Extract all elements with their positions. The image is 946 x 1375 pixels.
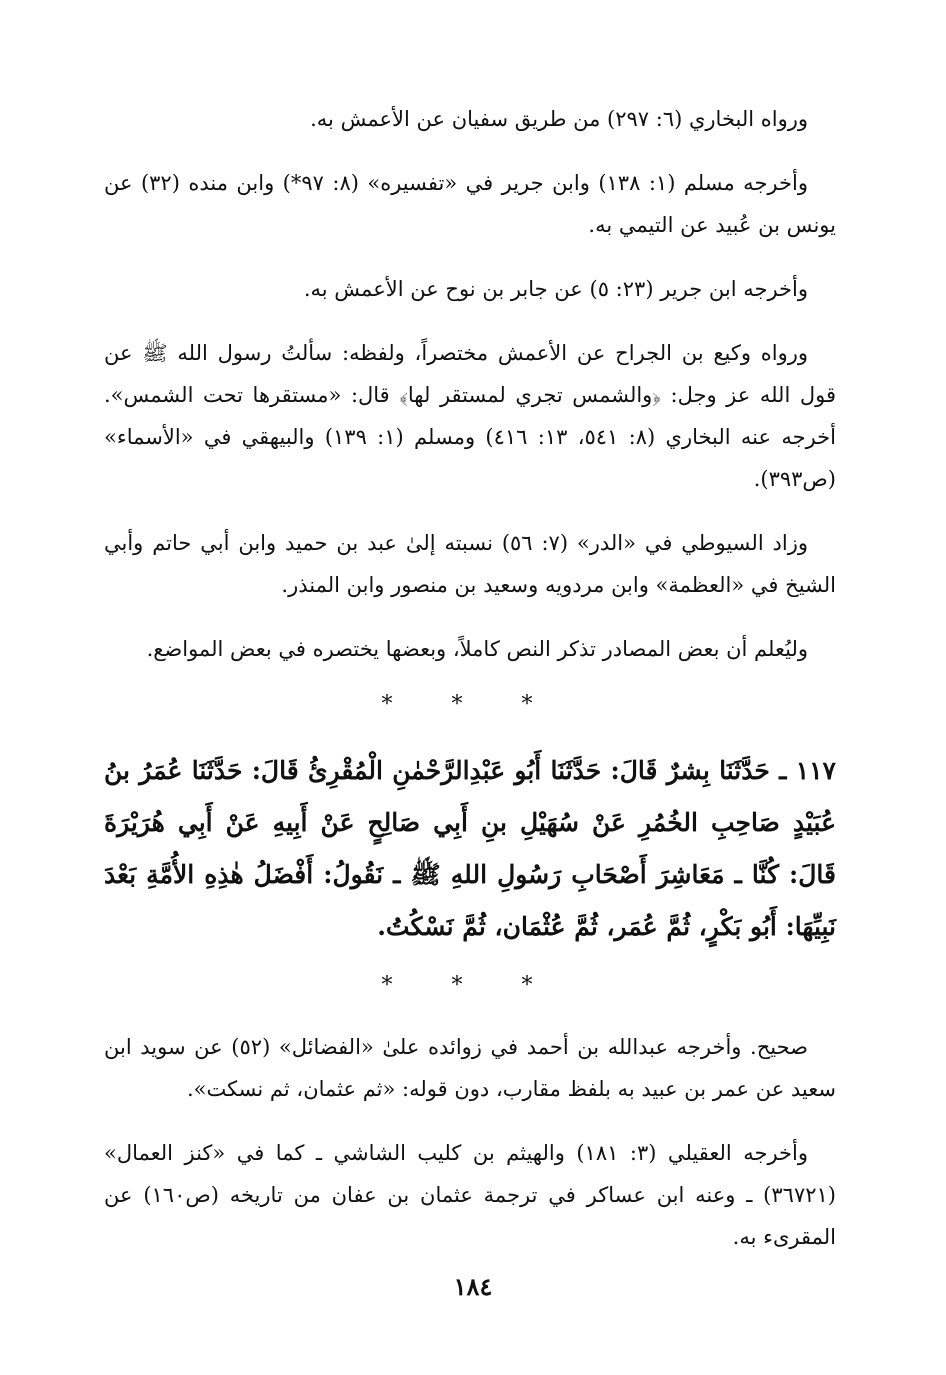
paragraph-note: وليُعلم أن بعض المصادر تذكر النص كاملاً، وبعضها يختصره في بعض المواضع. (146, 637, 808, 661)
paragraph-suyuti: وزاد السيوطي في «الدر» (٧: ٥٦) نسبته إلىٰ عبد بن حميد وابن أبي حاتم وأبي الشيخ في «العظمة» وابن مردويه وسعيد بن منصور وابن المنذر. (104, 531, 836, 597)
paragraph-bukhari: ورواه البخاري (٦: ٢٩٧) من طريق سفيان عن الأعمش به. (310, 107, 808, 131)
hadith-117: ١١٧ ـ حَدَّثَنَا بِشرٌ قَالَ: حَدَّثَنَا أَبُو عَبْدِالرَّحْمٰنِ الْمُقْرِئُ قَالَ: حَدَّثَنَا عُمَرُ بنُ عُبَيْدٍ صَاحِبِ الخُمُرِ عَنْ سُهَيْلِ بنِ أَبِي صَالِحٍ عَنْ أَبِيهِ عَنْ أَبِي هُرَيْرَةَ قَالَ: كُنَّا ـ مَعَاشِرَ أَصْحَابِ رَسُولِ اللهِ ﷺ ـ نَقُولُ: أَفْضَلُ هٰذِهِ الأُمَّةِ بَعْدَ نَبِيِّهَا: أَبُو بَكْرٍ، ثُمَّ عُمَر، ثُمَّ عُثْمَان، ثُمَّ نَسْكُتُ. (104, 756, 836, 941)
separator-text: * * * (381, 692, 559, 717)
paragraph-muslim: وأخرجه مسلم (١: ١٣٨) وابن جرير في «تفسيره» (٨: ٩٧*) وابن منده (٣٢) عن يونس بن عُبيد عن التيمي به. (104, 171, 836, 237)
separator-stars (104, 692, 836, 717)
page-body (104, 98, 836, 1280)
paragraph-ibn-jarir: وأخرجه ابن جرير (٢٣: ٥) عن جابر بن نوح عن الأعمش به. (303, 277, 808, 301)
separator-text-2: * * * (381, 973, 559, 998)
paragraph-waki: ورواه وكيع بن الجراح عن الأعمش مختصراً، ولفظه: سألتُ رسول الله ﷺ عن قول الله عز وجل: ﴿والشمس تجري لمستقر لها﴾ قال: «مستقرها تحت الشمس». أخرجه عنه البخاري (٨: ٥٤١، ١٣: ٤١٦) ومسلم (١: ١٣٩) والبيهقي في «الأسماء» (ص٣٩٣). (104, 341, 836, 491)
page-number: ١٨٤ (453, 1272, 493, 1301)
paragraph-uqaili: وأخرجه العقيلي (٣: ١٨١) والهيثم بن كليب الشاشي ـ كما في «كنز العمال» (٣٦٧٢١) ـ وعنه ابن عساكر في ترجمة عثمان بن عفان من تاريخه (ص١٦٠) عن المقرىء به. (104, 1141, 836, 1249)
separator-stars-2 (104, 973, 836, 998)
paragraph-takhrij: صحيح. وأخرجه عبدالله بن أحمد في زوائده علىٰ «الفضائل» (٥٢) عن سويد ابن سعيد عن عمر بن عبيد به بلفظ مقارب، دون قوله: «ثم عثمان، ثم نسكت». (104, 1035, 836, 1101)
